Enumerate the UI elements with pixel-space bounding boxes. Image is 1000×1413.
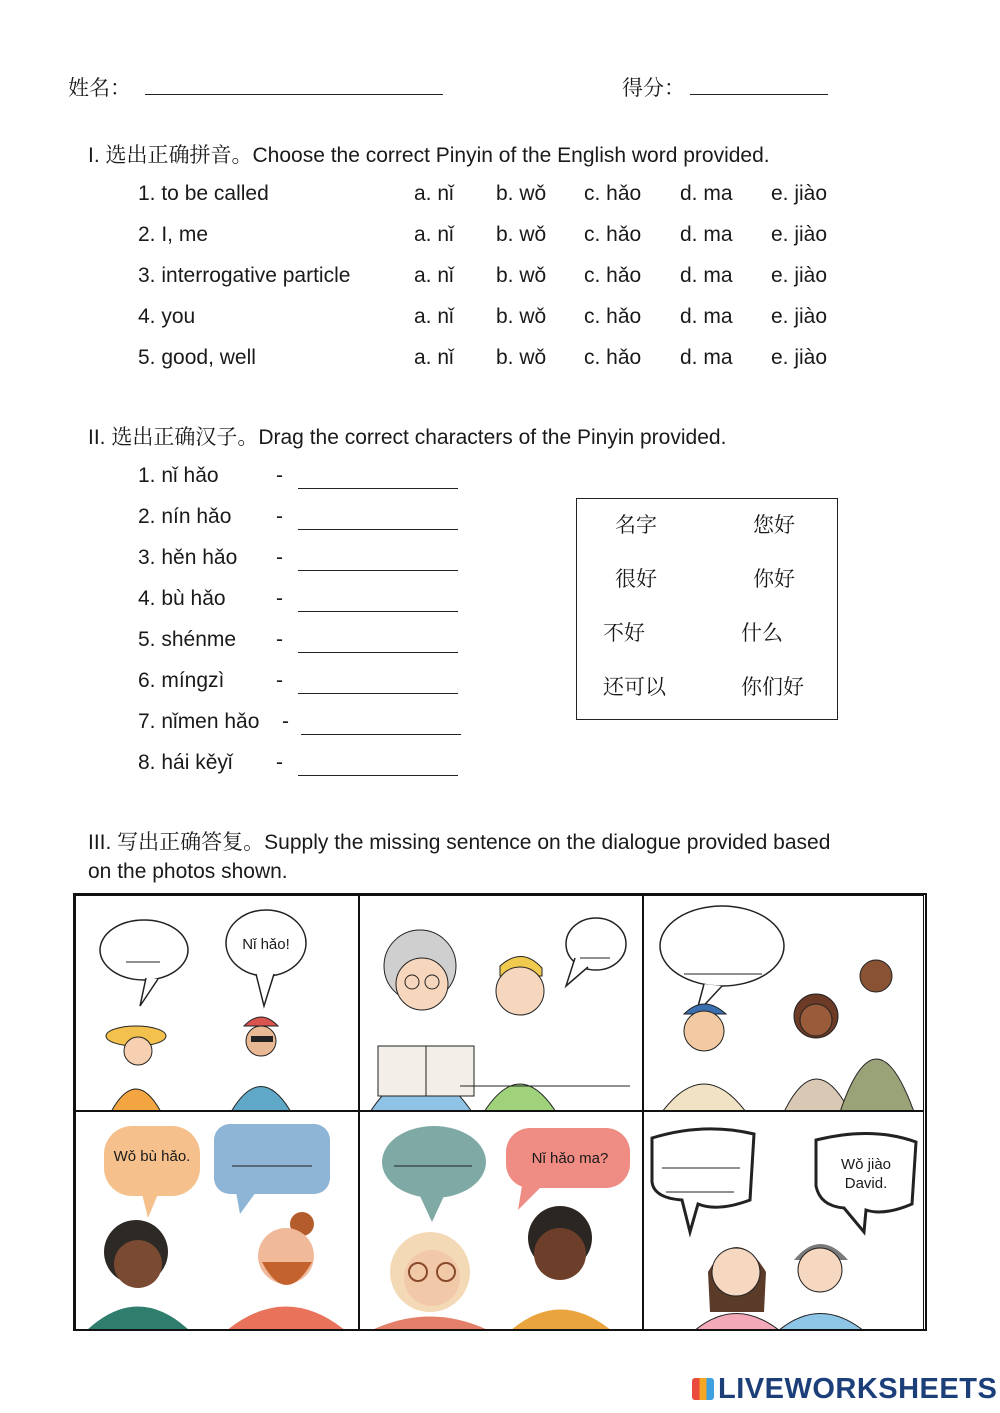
answer-option[interactable]: b. wǒ xyxy=(496,346,547,369)
draggable-character[interactable]: 不好 xyxy=(603,621,645,645)
dash: - xyxy=(276,505,283,528)
dash: - xyxy=(276,546,283,569)
answer-option[interactable]: b. wǒ xyxy=(496,305,547,328)
answer-option[interactable]: c. hǎo xyxy=(584,305,642,328)
drop-target-blank[interactable] xyxy=(298,692,458,694)
answer-option[interactable]: c. hǎo xyxy=(584,223,642,246)
drop-target-blank[interactable] xyxy=(301,733,461,735)
name-intro-illustration xyxy=(644,1112,924,1330)
question-label: 3. interrogative particle xyxy=(138,264,351,287)
section3-title-line1: III. 写出正确答复。Supply the missing sentence on the dialogue provided based xyxy=(88,831,831,854)
question-label: 1. to be called xyxy=(138,182,269,205)
answer-option[interactable]: e. jiào xyxy=(771,182,828,205)
brand-text: LIVEWORKSHEETS xyxy=(718,1373,998,1405)
answer-option[interactable]: d. ma xyxy=(680,346,733,369)
pinyin-item: 8. hái kěyǐ xyxy=(138,751,233,774)
answer-option[interactable]: a. nǐ xyxy=(414,346,454,369)
answer-option[interactable]: a. nǐ xyxy=(414,223,454,246)
drop-target-blank[interactable] xyxy=(298,528,458,530)
question-label: 5. good, well xyxy=(138,346,256,369)
draggable-character[interactable]: 还可以 xyxy=(603,675,666,699)
answer-option[interactable]: b. wǒ xyxy=(496,182,547,205)
pinyin-item: 7. nǐmen hǎo xyxy=(138,710,260,733)
answer-option[interactable]: e. jiào xyxy=(771,305,828,328)
dash: - xyxy=(276,669,283,692)
dialogue-grid xyxy=(73,893,927,1331)
dialogue-panel-3 xyxy=(643,895,924,1111)
score-label: 得分： xyxy=(622,76,685,100)
draggable-character[interactable]: 你们好 xyxy=(741,675,804,699)
drop-target-blank[interactable] xyxy=(298,487,458,489)
dialogue-panel-4 xyxy=(75,1111,359,1330)
pinyin-item: 3. hěn hǎo xyxy=(138,546,238,569)
drop-target-blank[interactable] xyxy=(298,651,458,653)
answer-option[interactable]: e. jiào xyxy=(771,264,828,287)
dash: - xyxy=(282,710,289,733)
answer-option[interactable]: a. nǐ xyxy=(414,182,454,205)
answer-option[interactable]: d. ma xyxy=(680,305,733,328)
answer-option[interactable]: d. ma xyxy=(680,223,733,246)
answer-option[interactable]: c. hǎo xyxy=(584,346,642,369)
question-label: 2. I, me xyxy=(138,223,209,246)
section1-title: I. 选出正确拼音。Choose the correct Pinyin of the English word provided. xyxy=(88,144,770,167)
speech-bubble-text xyxy=(820,1155,912,1193)
speech-bubble-text: Wǒ bù hǎo. xyxy=(113,1148,191,1165)
draggable-character[interactable]: 名字 xyxy=(615,513,657,537)
dialogue-panel-6 xyxy=(643,1111,924,1330)
drop-target-blank[interactable] xyxy=(298,569,458,571)
character-bank xyxy=(576,498,838,720)
dialogue-panel-1 xyxy=(75,895,359,1111)
speech-bubble-text: Nǐ hǎo ma? xyxy=(531,1150,609,1167)
pinyin-item: 1. nǐ hǎo xyxy=(138,464,219,487)
section2-title: II. 选出正确汉子。Drag the correct characters of the Pinyin provided. xyxy=(88,426,727,449)
bubble-line: David. xyxy=(844,1175,888,1192)
dialogue-panel-5 xyxy=(359,1111,643,1330)
dash: - xyxy=(276,628,283,651)
drop-target-blank[interactable] xyxy=(298,774,458,776)
bubble-line: Wǒ jiào xyxy=(840,1156,892,1173)
answer-option[interactable]: d. ma xyxy=(680,264,733,287)
dash: - xyxy=(276,751,283,774)
dash: - xyxy=(276,587,283,610)
draggable-character[interactable]: 你好 xyxy=(753,567,795,591)
section3-title-line2: on the photos shown. xyxy=(88,860,288,883)
speech-bubble-text: Nǐ hǎo! xyxy=(242,936,290,953)
answer-option[interactable]: e. jiào xyxy=(771,223,828,246)
asking-illustration xyxy=(360,1112,643,1330)
feeling-illustration xyxy=(76,1112,359,1330)
pinyin-item: 2. nín hǎo xyxy=(138,505,232,528)
reading-illustration xyxy=(360,896,643,1111)
introduction-illustration xyxy=(644,896,924,1111)
answer-option[interactable]: c. hǎo xyxy=(584,182,642,205)
answer-option[interactable]: c. hǎo xyxy=(584,264,642,287)
greeting-illustration xyxy=(76,896,359,1111)
answer-option[interactable]: a. nǐ xyxy=(414,305,454,328)
draggable-character[interactable]: 您好 xyxy=(753,513,795,537)
dialogue-panel-2 xyxy=(359,895,643,1111)
answer-option[interactable]: e. jiào xyxy=(771,346,828,369)
name-field[interactable] xyxy=(145,94,443,95)
score-field[interactable] xyxy=(690,94,828,95)
dash: - xyxy=(276,464,283,487)
logo-icon xyxy=(692,1378,714,1400)
answer-option[interactable]: b. wǒ xyxy=(496,223,547,246)
pinyin-item: 5. shénme xyxy=(138,628,237,651)
draggable-character[interactable]: 什么 xyxy=(741,621,783,645)
drop-target-blank[interactable] xyxy=(298,610,458,612)
question-label: 4. you xyxy=(138,305,196,328)
answer-option[interactable]: a. nǐ xyxy=(414,264,454,287)
answer-option[interactable]: d. ma xyxy=(680,182,733,205)
answer-option[interactable]: b. wǒ xyxy=(496,264,547,287)
pinyin-item: 4. bù hǎo xyxy=(138,587,226,610)
pinyin-item: 6. míngzì xyxy=(138,669,225,692)
liveworksheets-logo xyxy=(692,1373,997,1406)
name-label: 姓名： xyxy=(68,76,131,100)
draggable-character[interactable]: 很好 xyxy=(615,567,657,591)
